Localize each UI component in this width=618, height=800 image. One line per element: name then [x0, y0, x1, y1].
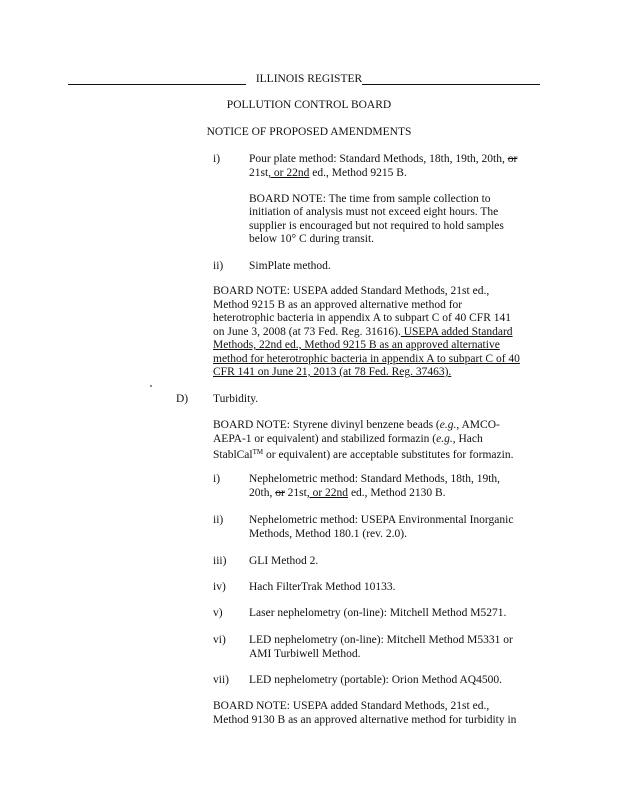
added-text: USEPA added Standard [400, 326, 513, 338]
turbidity-item-i-line: Nephelometric method: Standard Methods, 18th, 19th, [249, 473, 501, 485]
turbidity-item-iii-marker: iii) [213, 555, 227, 567]
pourplate-line-2: 21st, or 22nd ed., Method 9215 B. [249, 167, 407, 179]
hpc-note-line: Method 9215 B as an approved alternative method for [213, 299, 463, 311]
turbidity-item-iv-text: Hach FilterTrak Method 10133. [249, 581, 396, 593]
pourplate-note-line: BOARD NOTE: The time from sample collection to [249, 193, 491, 205]
turbidity-marker: D) [176, 393, 189, 405]
turbidity-item-iv-marker: iv) [213, 581, 226, 593]
final-note-line: BOARD NOTE: USEPA added Standard Methods, 21st ed., [213, 700, 490, 712]
added-text: , or 22nd [306, 487, 349, 499]
turbidity-item-iii-text: GLI Method 2. [249, 555, 319, 567]
hpc-note-line: on June 3, 2008 (at 73 Fed. Reg. 31616). USEPA added Standard [213, 326, 513, 338]
turbidity-item-vii-text: LED nephelometry (portable): Orion Method AQ4500. [249, 674, 502, 686]
pourplate-note-line: initiation of analysis must not exceed eight hours. The [249, 206, 499, 218]
deleted-text: or [507, 153, 518, 165]
notice-title: NOTICE OF PROPOSED AMENDMENTS [206, 126, 412, 138]
hpc-note-line: BOARD NOTE: USEPA added Standard Methods, 21st ed., [213, 285, 490, 297]
turbidity-item-i-marker: i) [213, 473, 221, 485]
turbidity-note-line: AEPA-1 or equivalent) and stabilized formazin (e.g., Hach [213, 433, 483, 445]
pourplate-note-line: below 10° C during transit. [249, 233, 375, 245]
board-title: POLLUTION CONTROL BOARD [226, 99, 392, 111]
turbidity-item-ii-marker: ii) [213, 514, 224, 526]
turbidity-item-i-line: 20th, or 21st, or 22nd ed., Method 2130 B. [249, 487, 446, 499]
turbidity-note-line: BOARD NOTE: Styrene divinyl benzene beads (e.g., AMCO- [213, 419, 500, 431]
turbidity-item-v-text: Laser nephelometry (on-line): Mitchell Method M5271. [249, 607, 507, 619]
turbidity-item-vi-marker: vi) [213, 634, 226, 646]
trademark-mark: TM [252, 448, 264, 456]
scan-speck [150, 385, 152, 387]
hpc-note-line: heterotrophic bacteria in appendix A to subpart C of 40 CFR 141 [213, 312, 511, 324]
deleted-text: or [275, 487, 285, 499]
hpc-note-added-line: CFR 141 on June 21, 2013 (at 78 Fed. Reg. 37463). [213, 366, 452, 378]
turbidity-item-ii-line: Methods, Method 180.1 (rev. 2.0). [249, 528, 407, 540]
added-text: , or 22nd [268, 167, 310, 179]
hpc-note-added-line: Methods, 22nd ed., Method 9215 B as an approved alternative [213, 339, 500, 351]
turbidity-item-vii-marker: vii) [213, 674, 229, 686]
turbidity-item-v-marker: v) [213, 607, 223, 619]
pourplate-line-1: Pour plate method: Standard Methods, 18th, 19th, 20th, or [249, 153, 518, 165]
turbidity-note-line: StablCal™ or equivalent) are acceptable substitutes for formazin. [213, 448, 514, 461]
turbidity-item-ii-line: Nephelometric method: USEPA Environmental Inorganic [249, 514, 514, 526]
simplate-text: SimPlate method. [249, 260, 331, 272]
pourplate-marker: i) [213, 153, 221, 165]
simplate-marker: ii) [213, 260, 224, 272]
turbidity-item-vi-line: AMI Turbiwell Method. [249, 648, 361, 660]
turbidity-item-vi-line: LED nephelometry (on-line): Mitchell Method M5331 or [249, 634, 513, 646]
turbidity-title: Turbidity. [213, 393, 259, 405]
pourplate-note-line: supplier is encouraged but not required to hold samples [249, 220, 504, 232]
register-title: ILLINOIS REGISTER [255, 73, 363, 85]
final-note-line: Method 9130 B as an approved alternative method for turbidity in [213, 714, 517, 726]
hpc-note-added-line: method for heterotrophic bacteria in appendix A to subpart C of 40 [213, 353, 520, 365]
